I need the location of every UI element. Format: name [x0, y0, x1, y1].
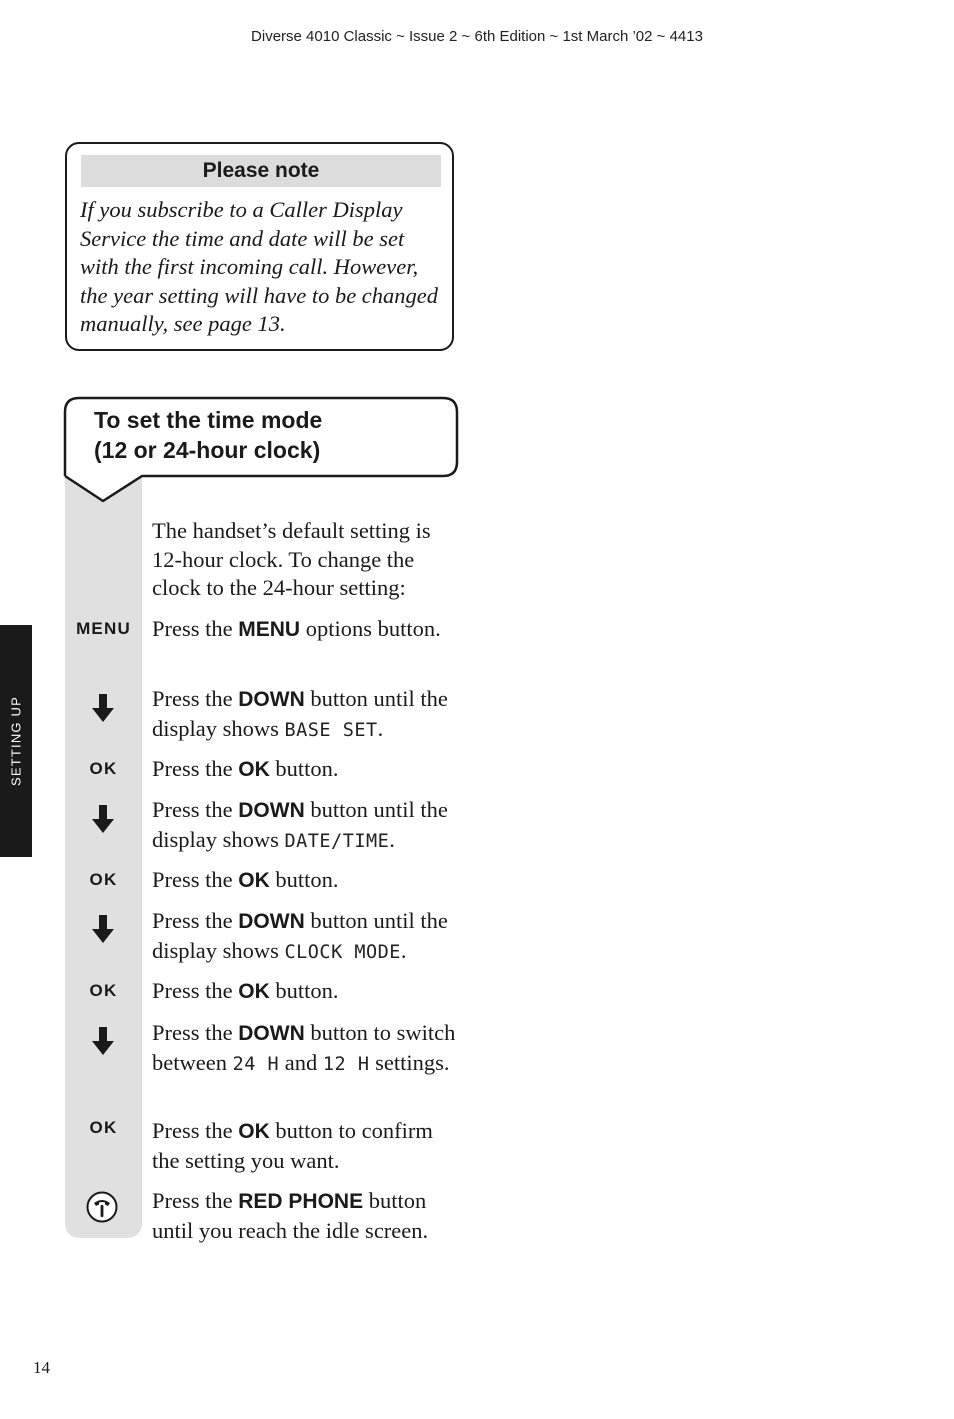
- step-7: Press the OK button.: [152, 978, 339, 1003]
- down-arrow-icon: [92, 694, 114, 722]
- down-arrow-icon: [92, 1027, 114, 1055]
- section-title: To set the time mode (12 or 24-hour clock): [94, 407, 323, 463]
- page-header: Diverse 4010 Classic ~ Issue 2 ~ 6th Edition ~ 1st March ’02 ~ 4413: [251, 28, 703, 45]
- note-text: If you subscribe to a Caller Display Service the time and date will be set with the first incoming call. However, the year setting will have to be changed manually, see page 13.: [80, 197, 439, 337]
- note-title: Please note: [81, 155, 441, 187]
- step-4: Press the DOWN button until the display shows DATE/TIME.: [152, 797, 448, 852]
- step-5: Press the OK button.: [152, 867, 339, 892]
- page-number: 14: [33, 1358, 50, 1377]
- ok-key-label: OK: [89, 870, 118, 889]
- ok-key-label: OK: [89, 1118, 118, 1137]
- step-10: Press the RED PHONE button until you reach the idle screen.: [152, 1188, 429, 1243]
- lcd-text: DATE/TIME: [284, 830, 390, 852]
- side-tab-label: SETTING UP: [8, 695, 24, 787]
- intro-text: The handset’s default setting is 12-hour clock. To change the clock to the 24-hour setting:: [152, 518, 431, 601]
- lcd-text: CLOCK MODE: [284, 941, 401, 963]
- ok-key-label: OK: [89, 981, 118, 1000]
- step-1: Press the MENU options button.: [152, 616, 441, 641]
- step-6: Press the DOWN button until the display shows CLOCK MODE.: [152, 908, 448, 963]
- lcd-text: 24 H: [232, 1053, 280, 1075]
- side-tab: [0, 625, 32, 857]
- down-arrow-icon: [92, 805, 114, 833]
- step-3: Press the OK button.: [152, 756, 339, 781]
- step-8: Press the DOWN button to switch between 24 H and 12 H settings.: [152, 1020, 456, 1075]
- menu-key-label: MENU: [76, 619, 131, 638]
- lcd-text: BASE SET: [284, 719, 378, 741]
- ok-key-label: OK: [89, 759, 118, 778]
- step-2: Press the DOWN button until the display shows BASE SET.: [152, 686, 448, 741]
- lcd-text: 12 H: [322, 1053, 370, 1075]
- step-9: Press the OK button to confirm the setting you want.: [152, 1118, 433, 1173]
- red-phone-icon: [86, 1191, 118, 1223]
- down-arrow-icon: [92, 915, 114, 943]
